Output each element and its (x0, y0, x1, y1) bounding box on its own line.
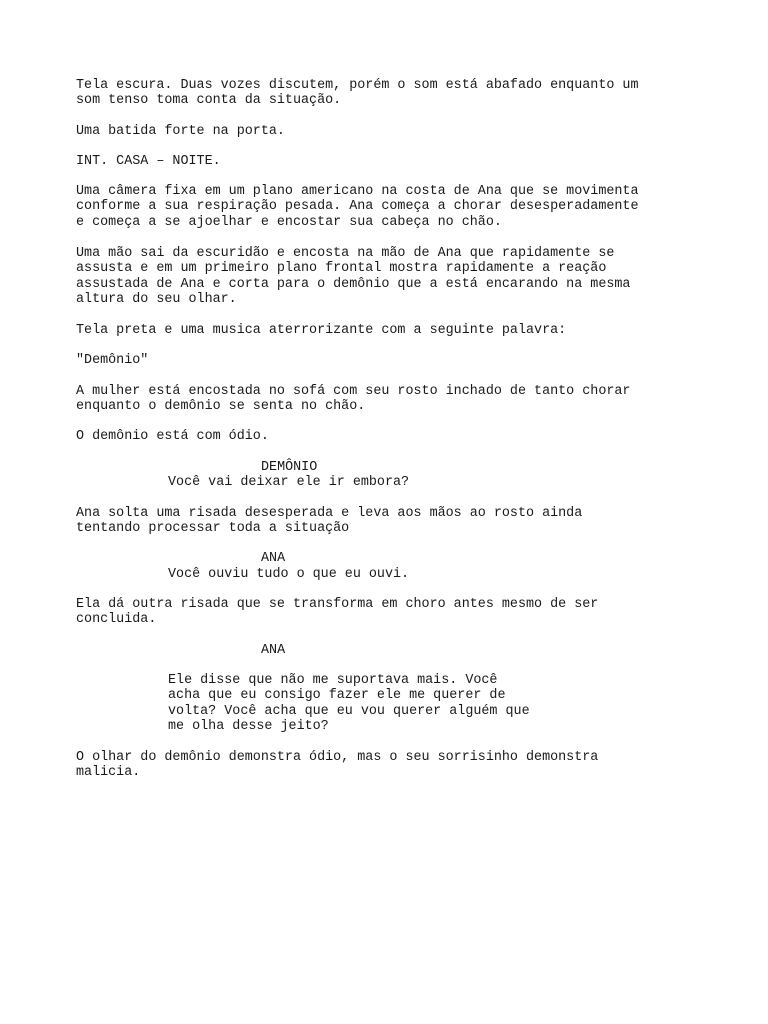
action-knock: Uma batida forte na porta. (76, 124, 285, 139)
character-cue-demon: DEMÔNIO (261, 460, 318, 475)
dialogue-ana-2: Ele disse que não me suportava mais. Você acha que eu consigo fazer ele me querer de volta? Você acha que eu vou querer alguém que me olha desse jeito? (168, 673, 530, 734)
action-opening: Tela escura. Duas vozes discutem, porém o som está abafado enquanto um som tenso toma conta da situação. (76, 78, 639, 109)
dialogue-ana: Você ouviu tudo o que eu ouvi. (168, 567, 410, 582)
action-woman-sofa: A mulher está encostada no sofá com seu rosto inchado de tanto chorar enquanto o demônio se senta no chão. (76, 384, 631, 415)
action-black-screen: Tela preta e uma musica aterrorizante com a seguinte palavra: (76, 323, 567, 338)
action-demon-hatred: O demônio está com ódio. (76, 429, 269, 444)
scene-heading: INT. CASA – NOITE. (76, 154, 221, 169)
action-ana-laughs: Ana solta uma risada desesperada e leva aos mãos ao rosto ainda tentando processar toda a situação (76, 506, 583, 537)
action-camera: Uma câmera fixa em um plano americano na costa de Ana que se movimenta conforme a sua respiração pesada. Ana começa a chorar desesperadamente e começa a se ajoelhar e encostar sua cabeça no chão. (76, 184, 639, 230)
action-title-word: "Demônio" (76, 353, 149, 368)
dialogue-demon: Você vai deixar ele ir embora? (168, 475, 410, 490)
action-demon-smirk: O olhar do demônio demonstra ódio, mas o seu sorrisinho demonstra malicia. (76, 750, 599, 781)
action-ana-cries: Ela dá outra risada que se transforma em choro antes mesmo de ser concluida. (76, 597, 599, 628)
character-cue-ana: ANA (261, 551, 286, 566)
action-hand: Uma mão sai da escuridão e encosta na mão de Ana que rapidamente se assusta e em um primeiro plano frontal mostra rapidamente a reação assustada de Ana e corta para o demônio que a está encarando na mesma altura do seu olhar. (76, 246, 631, 307)
character-cue-ana-2: ANA (261, 643, 286, 658)
